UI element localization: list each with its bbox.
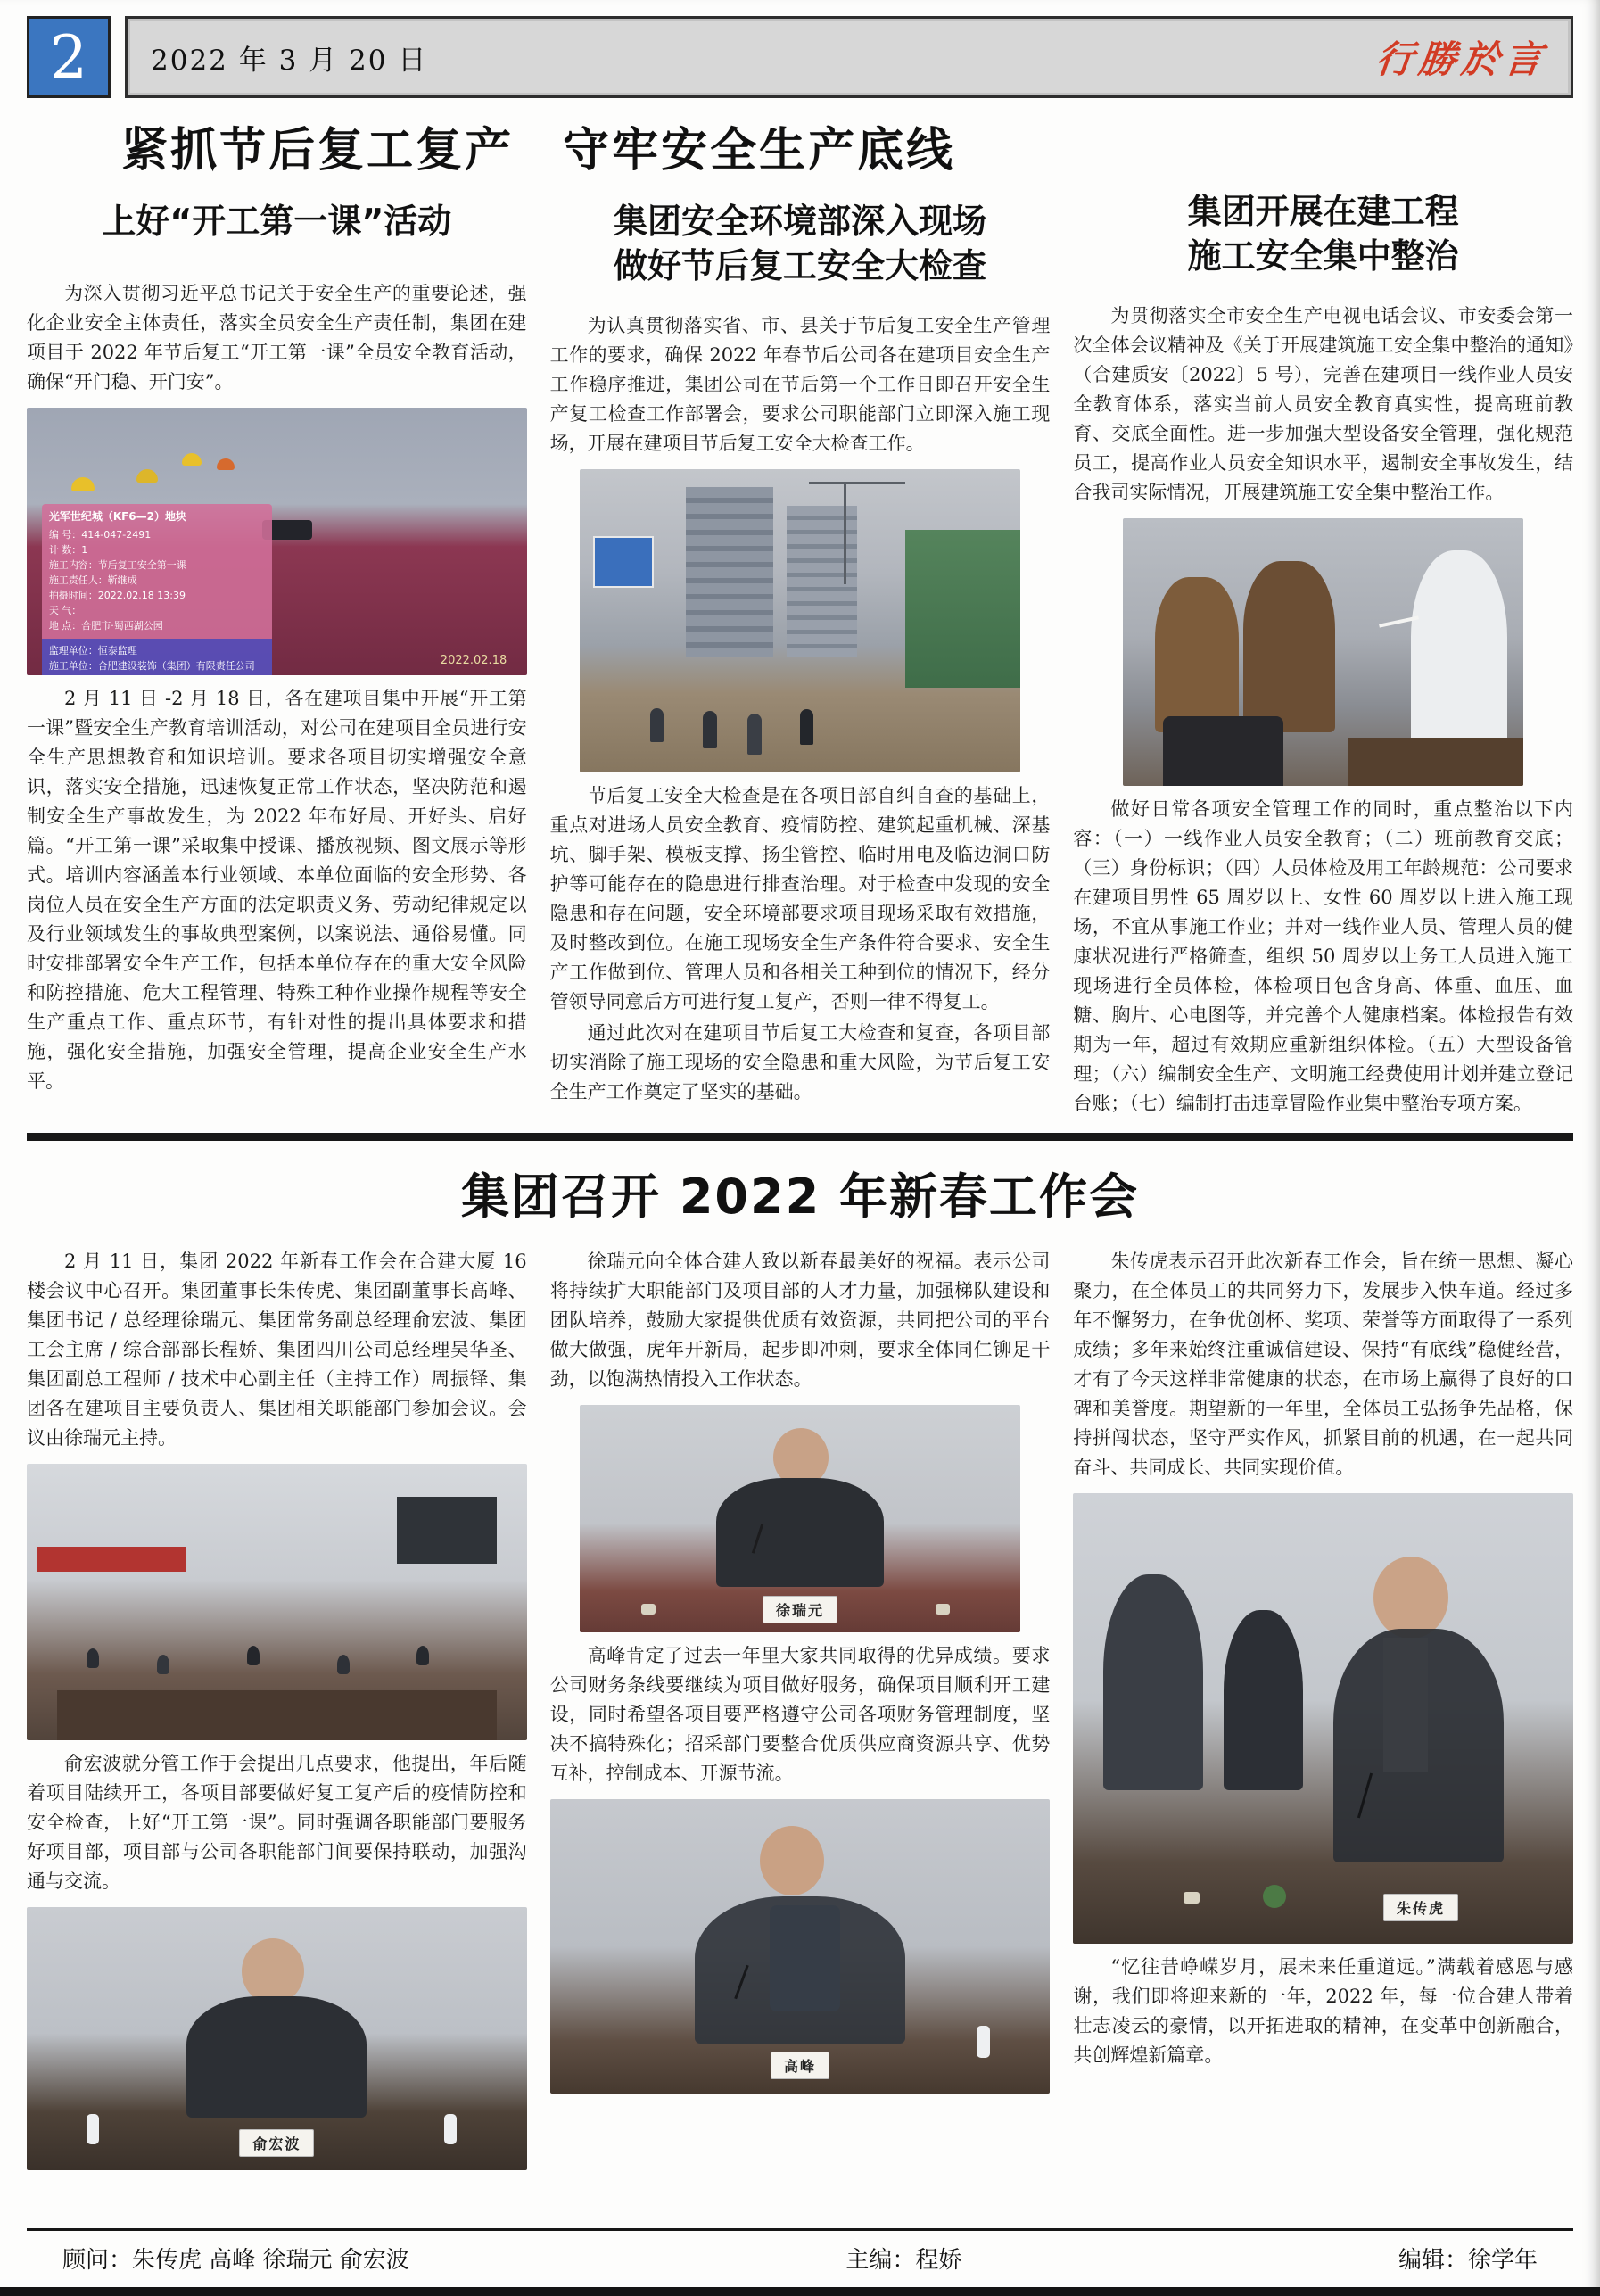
helmet-icon (182, 453, 202, 466)
conference-table (57, 1690, 497, 1740)
watermark-line: 天 气： (48, 605, 82, 616)
photo-speaker-xuruiyuan (580, 1405, 1019, 1632)
watermark-line: 拍摄时间：2022.02.18 13:39 (48, 590, 186, 601)
paragraph: 通过此次对在建项目节后复工大检查和复查，各项目部切实消除了施工现场的安全隐患和重大风险，为节后复工安全生产工作奠定了坚实的基础。 (549, 1022, 1051, 1103)
nameplate: 朱传虎 (1383, 1894, 1458, 1921)
nameplate: 俞宏波 (239, 2129, 314, 2157)
page-footer (27, 2228, 1573, 2275)
attendee (416, 1646, 429, 1665)
paragraph: 做好日常各项安全管理工作的同时，重点整治以下内容：（一）一线作业人员安全教育；（二）班前教育交底；（三）身份标识；（四）人员体检及用工年龄规范：公司要求在建项目男性 65 周岁以上、女性 60 周岁以上进入施工现场，不宜从事施工作业；并对一线作业人员、管理人员的健康状况进行严格筛查，组织 50 周岁以上务工人员进入施工现场进行全员体检，体检项目包含身高、体重、血压、血糖、胸片、心电图等，并完善个人健康档案。体检报告有效期为一年，超过有效期应重新组织体检。（五）大型设备管理；（六）编制安全生产、文明施工经费使用计划并建立登记台账；（七）编制打击违章冒险作业集中整治专项方案。 (1073, 798, 1573, 1114)
watermark-line: 编 号：414-047-2491 (48, 529, 152, 541)
speaker-body (1333, 1629, 1504, 1863)
speaker-body (695, 1896, 904, 2044)
paragraph: 俞宏波就分管工作于会提出几点要求，他提出，年后随着项目陆续开工，各项目部要做好复工复产后的疫情防控和安全检查，上好“开工第一课”。同时强调各职能部门要服务好项目部，项目部与公司各职能部门间要保持联动，加强沟通与交流。 (27, 1753, 527, 1892)
building (686, 487, 774, 657)
watermark-line: 监理单位：恒泰监理 (48, 645, 137, 657)
attendee (337, 1655, 350, 1674)
photo-speaker-gaofeng (550, 1799, 1051, 2094)
article2-title-line1: 集团安全环境部深入现场 (613, 202, 986, 241)
article1-title: 上好“开工第一课”活动 (102, 202, 452, 241)
nameplate: 徐瑞元 (763, 1596, 837, 1623)
helmet-icon (136, 469, 158, 483)
paragraph: 高峰肯定了过去一年里大家共同取得的优异成绩。要求公司财务条线要继续为项目做好服务，确保项目顺利开工建设，同时希望各项目要严格遵守公司各项财务管理制度，坚决不搞特殊化；招采部门要整合优质供应商资源共享、优势互补，控制成本、开源节流。 (549, 1645, 1051, 1784)
crane (844, 482, 846, 585)
worker-figure (1155, 577, 1239, 732)
attendee (1103, 1574, 1203, 1790)
section-safety (27, 103, 1573, 1120)
attendee (1224, 1610, 1304, 1790)
ppe-figure (1411, 550, 1507, 743)
attendee (87, 1648, 99, 1668)
speaker-body (716, 1478, 883, 1587)
paragraph: 节后复工安全大检查是在各项目部自纠自查的基础上，重点对进场人员安全教育、疫情防控、建筑起重机械、深基坑、脚手架、模板支撑、扬尘管控、临时用电及临边洞口防护等可能存在的隐患进行排查治理。对于检查中发现的安全隐患和存在问题，安全环境部要求项目现场采取有效措施，及时整改到位。在施工现场安全生产条件符合要求、安全生产工作做到位、管理人员和各相关工种到位的情况下，经分管领导同意后方可进行复工复产，否则一律不得复工。 (549, 785, 1051, 1012)
photo-health-screening (1123, 518, 1523, 786)
paragraph: 2 月 11 日，集团 2022 年新春工作会在合建大厦 16 楼会议中心召开。集团董事长朱传虎、集团副董事长高峰、集团书记 / 总经理徐瑞元、集团常务副总经理俞宏波、集团工会主席 / 综合部部长程娇、集团四川公司总经理吴华圣、集团副总工程师 / 技术中心副主任（主持工作）周振铎、集团各在建项目主要负责人、集团相关职能部门参加会议。会议由徐瑞元主持。 (27, 1251, 527, 1449)
watermark-line: 地 点：合肥市·蜀西湖公园 (48, 620, 163, 632)
article-safety-inspection (550, 199, 1051, 1120)
paragraph: “忆往昔峥嵘岁月，展未来任重道远。”满载着感恩与感谢，我们即将迎来新的一年，2022 年，每一位合建人带着壮志凌云的豪情，以开拓进取的精神，在变革中创新融合，共创辉煌新篇章。 (1073, 1956, 1573, 2066)
speaker-head (1373, 1557, 1448, 1639)
tea-cup (1184, 1892, 1200, 1904)
article3-title-line1: 集团开展在建工程 (1187, 192, 1459, 231)
sign-board (593, 536, 654, 588)
photo-timestamp: 2022.02.18 (440, 654, 507, 667)
paragraph: 2 月 11 日 -2 月 18 日，各在建项目集中开展“开工第一课”暨安全生产教育培训活动，对公司在建项目全员进行安全生产思想教育和知识培训。要求各项目切实增强安全意识，落实安全措施，迅速恢复正常工作状态，坚决防范和遏制安全生产事故发生，为 2022 年布好局、开好头、启好篇。“开工第一课”采取集中授课、播放视频、图文展示等形式。培训内容涵盖本行业领域、本单位面临的安全形势、各岗位人员在安全生产方面的法定职责义务、劳动纪律规定以及行业领域发生的事故典型案例，以案说法、通俗易懂。同时安排部署安全生产工作，包括本单位存在的重大安全风险和防控措施、危大工程管理、特殊工种作业操作规程等安全生产重点工作、重点环节，有针对性的提出具体要求和措施，强化安全措施，加强安全管理，提高企业安全生产水平。 (27, 688, 527, 1092)
section-divider (27, 1133, 1573, 1141)
helmet-icon (217, 458, 235, 470)
red-banner (37, 1547, 186, 1572)
speaker-body (186, 1996, 367, 2118)
attendee (157, 1655, 169, 1674)
crane-arm (809, 482, 906, 484)
section1-headline: 紧抓节后复工复产 守牢安全生产底线 (121, 124, 956, 178)
footer-chief-editor: 主编：程娇 (845, 2247, 962, 2274)
section2-column-2 (550, 1247, 1051, 2179)
masthead-motto: 行勝於言 (1373, 37, 1550, 81)
scaffold-net (905, 530, 1019, 688)
helmet-icon (71, 477, 95, 491)
issue-date: 2022 年 3 月 20 日 (151, 44, 428, 77)
worker (747, 714, 762, 755)
paragraph: 为深入贯彻习近平总书记关于安全生产的重要论述，强化企业安全主体责任，落实全员安全生产责任制，集团在建项目于 2022 年节后复工“开工第一课”全员安全教育活动，确保“开门稳、开门安”。 (27, 283, 527, 392)
watermark-title: 光军世纪城（KF6—2）地块 (48, 510, 187, 523)
paragraph: 朱传虎表示召开此次新春工作会，旨在统一思想、凝心聚力，在全体员工的共同努力下，发展步入快车道。经过多年不懈努力，在争优创杯、奖项、荣誉等方面取得了一系列成绩；多年来始终注重诚信建设、保持“有底线”稳健经营，才有了今天这样非常健康的状态，在市场上赢得了良好的口碑和美誉度。期望新的一年里，全体员工弘扬争先品格，保持拼闯状态，坚守严实作风，抓紧目前的机遇，在一起共同奋斗、共同成长、共同实现价值。 (1073, 1251, 1573, 1478)
photo-speaker-zhuchuanhu (1073, 1493, 1573, 1944)
section2-headline: 集团召开 2022 年新春工作会 (461, 1169, 1139, 1225)
photo-construction-site (580, 469, 1019, 772)
page-number: 2 (27, 16, 111, 98)
watermark-line: 计 数：1 (48, 544, 88, 556)
photo-opening-class-meeting (27, 408, 527, 675)
nameplate: 高峰 (771, 2052, 829, 2079)
speaker-head (760, 1826, 824, 1895)
water-bottle (977, 2026, 990, 2058)
speaker-head (242, 1938, 304, 2004)
water-bottle (87, 2114, 99, 2144)
watermark-line: 施工单位：合肥建设装饰（集团）有限责任公司 (48, 660, 255, 672)
masthead (27, 16, 1573, 98)
section2-column-3 (1073, 1247, 1573, 2179)
date-bar (125, 16, 1573, 98)
footer-advisors: 顾问：朱传虎 高峰 徐瑞元 俞宏波 (62, 2247, 409, 2274)
worker-figure (1243, 561, 1335, 732)
article3-title (1073, 189, 1573, 278)
paragraph: 为认真贯彻落实省、市、县关于节后复工安全生产管理工作的要求，确保 2022 年春节后公司各在建项目安全生产工作稳序推进，集团公司在节后第一个工作日即召开安全生产复工检查工作部署会，要求公司职能部门立即深入施工现场，开展在建项目节后复工安全大检查工作。 (549, 315, 1051, 454)
water-bottle (444, 2114, 457, 2144)
article2-title (550, 199, 1051, 288)
article2-title-line2: 做好节后复工安全大检查 (613, 246, 986, 285)
section-new-year-meeting (27, 1247, 1573, 2179)
worker (800, 709, 813, 745)
desk (1348, 738, 1523, 786)
section2-column-1 (27, 1247, 527, 2179)
footer-editor: 编辑：徐学年 (1398, 2247, 1538, 2274)
site-watermark-card (42, 504, 272, 675)
screen (397, 1497, 497, 1563)
worker (650, 708, 664, 742)
photo-conference-hall (27, 1464, 527, 1740)
watermark-line: 施工责任人：靳继成 (48, 574, 137, 586)
paragraph: 徐瑞元向全体合建人致以新春最美好的祝福。表示公司将持续扩大职能部门及项目部的人才力量，加强梯队建设和团队培养，鼓励大家提供优质有效资源，共同把公司的平台做大做强，虎年开新局，起步即冲刺，要求全体同仁铆足干劲，以饱满热情投入工作状态。 (549, 1251, 1051, 1390)
plant (1263, 1885, 1286, 1908)
worker (703, 711, 717, 748)
tea-cup (936, 1604, 950, 1615)
paragraph: 为贯彻落实全市安全生产电视电话会议、市安委会第一次全体会议精神及《关于开展建筑施工安全集中整治的通知》（合建质安〔2022〕5 号），完善在建项目一线作业人员安全教育体系，落实当前人员安全教育真实性，提高班前教育、交底全面性。进一步加强大型设备安全管理，强化规范员工，提高作业人员安全知识水平，遏制安全事故发生，结合我司实际情况，开展建筑施工安全集中整治工作。 (1073, 305, 1573, 503)
watermark-line: 施工内容：节后复工安全第一课 (48, 559, 186, 571)
article3-title-line2: 施工安全集中整治 (1187, 236, 1459, 276)
tea-cup (641, 1604, 656, 1615)
photo-speaker-yuhongbo (27, 1907, 527, 2170)
article-centralized-rectification (1073, 103, 1573, 1120)
article-opening-class (27, 199, 527, 1120)
attendee (247, 1646, 260, 1665)
bag (1163, 716, 1283, 786)
bottom-rule (0, 2287, 1600, 2296)
